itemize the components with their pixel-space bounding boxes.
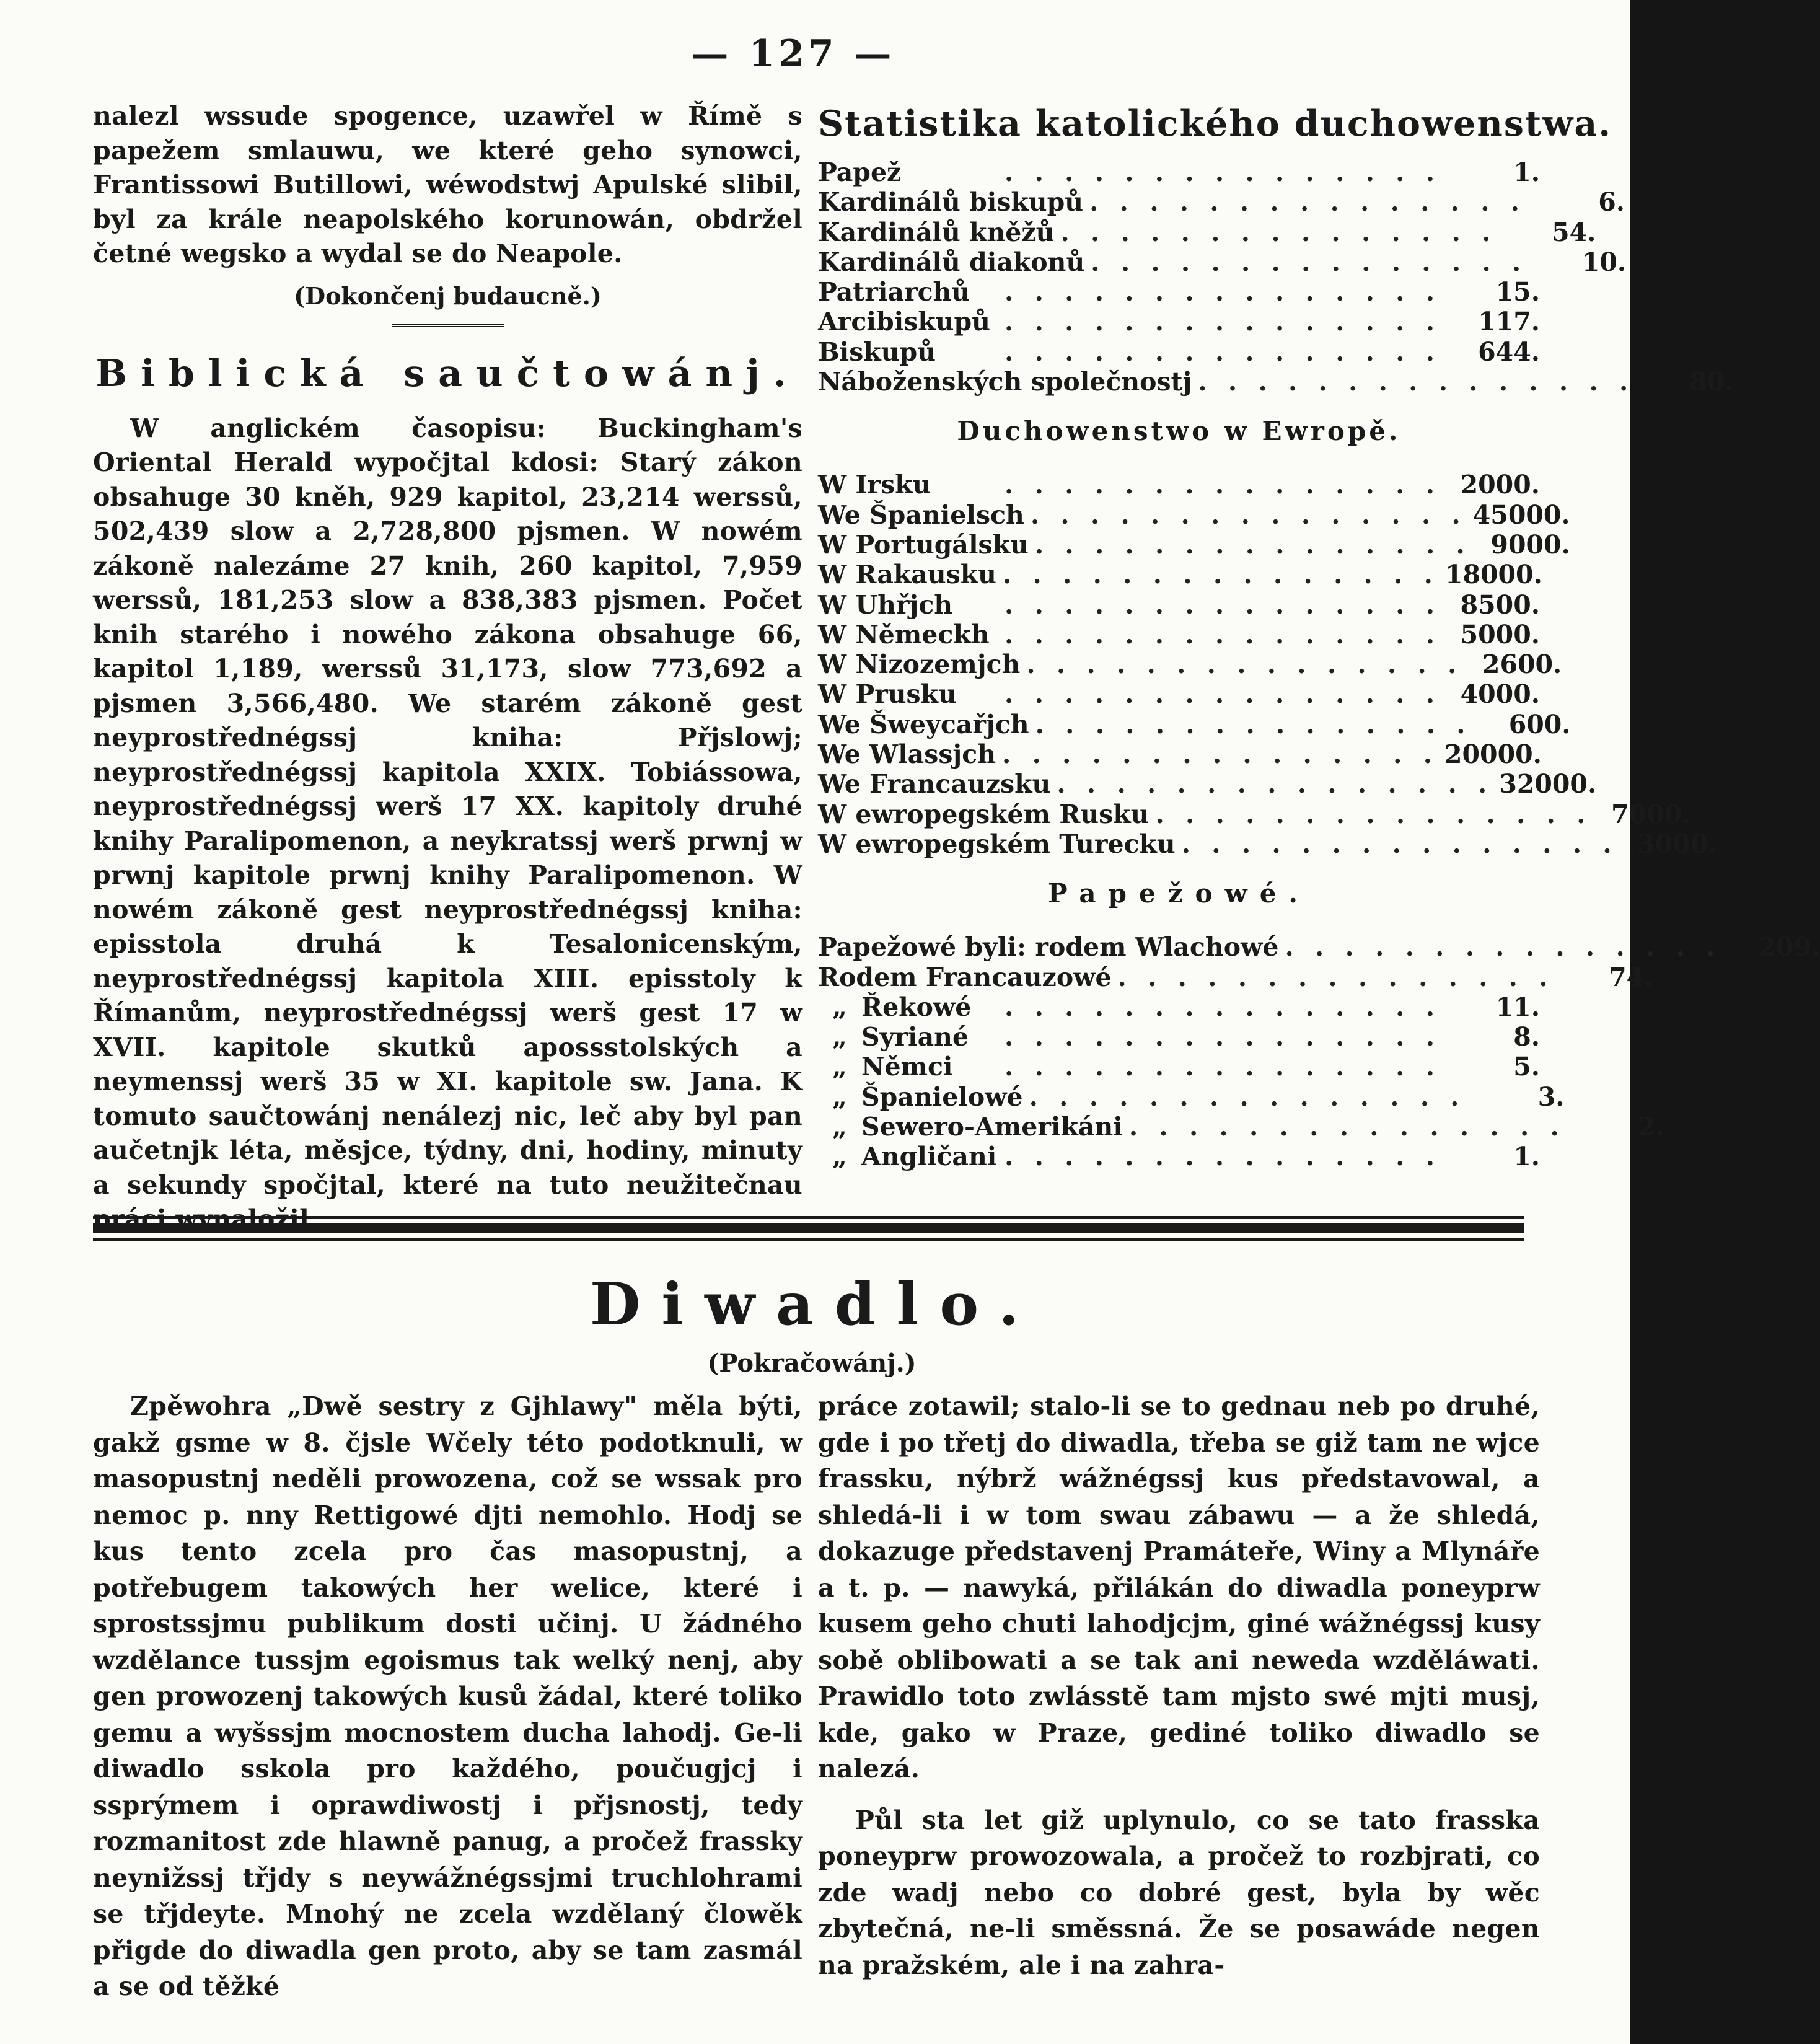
clergy-table — [818, 157, 1734, 397]
leader-dots: . . . . . . . . . . . . . . . — [1198, 367, 1635, 397]
page-number: — 127 — — [691, 32, 895, 76]
table-row — [818, 337, 1540, 367]
row-value: 2000. — [1460, 470, 1540, 500]
row-value: 7000. — [1611, 799, 1691, 829]
leader-dots: . . . . . . . . . . . . . . . — [1002, 739, 1438, 770]
row-value: 4000. — [1460, 679, 1540, 710]
table-row — [818, 470, 1540, 500]
leader-dots: . . . . . . . . . . . . . . . — [1002, 560, 1439, 590]
europe-table — [818, 470, 1717, 859]
leader-dots: . . . . . . . . . . . . . . . — [1005, 589, 1441, 620]
row-label: We Wlassjch — [818, 739, 996, 770]
row-value: 117. — [1478, 307, 1540, 337]
ditto-mark: „ — [832, 1112, 847, 1142]
right-column — [818, 99, 1820, 1172]
leader-dots: . . . . . . . . . . . . . . . — [1005, 679, 1441, 710]
row-value: 644. — [1478, 337, 1540, 367]
biblical-heading: Biblická saučtowánj. — [95, 351, 800, 395]
row-label: Španielowé — [861, 1081, 1023, 1112]
table-row — [818, 1052, 1540, 1081]
table-row — [818, 307, 1540, 337]
paragraph-gap — [818, 1787, 1540, 1802]
table-row — [818, 709, 1571, 739]
leader-dots: . . . . . . . . . . . . . . . — [1034, 529, 1471, 560]
row-label: We Španielsch — [818, 500, 1024, 530]
table-row — [818, 1081, 1565, 1112]
europe-heading: Duchowenstwo w Ewropě. — [957, 416, 1401, 447]
table-row — [818, 650, 1562, 680]
leader-dots: . . . . . . . . . . . . . . . — [1029, 1081, 1466, 1112]
theatre-right-column — [818, 1388, 1540, 1983]
leader-dots: . . . . . . . . . . . . . . . — [1181, 829, 1618, 859]
section-divider — [392, 324, 504, 328]
ditto-mark: „ — [832, 1022, 847, 1052]
row-label: Němci — [861, 1052, 953, 1082]
leader-dots: . . . . . . . . . . . . . . . — [1026, 650, 1463, 680]
row-value: 10. — [1581, 247, 1627, 277]
row-value: 15. — [1495, 277, 1540, 307]
row-label: W ewropegském Rusku — [818, 799, 1150, 829]
leader-dots: . . . . . . . . . . . . . . . — [1128, 1112, 1565, 1142]
row-label: We Francauzsku — [818, 769, 1051, 800]
table-row — [818, 620, 1540, 650]
leader-dots: . . . . . . . . . . . . . . . — [1005, 337, 1441, 367]
table-row — [818, 962, 1653, 992]
leader-dots: . . . . . . . . . . . . . . . — [1005, 619, 1441, 650]
table-row — [818, 769, 1597, 800]
row-label: Rodem Francauzowé — [818, 962, 1112, 992]
row-label: Papež — [818, 157, 902, 187]
popes-heading: Papežowé. — [1047, 878, 1311, 909]
row-label: Kardinálů kněžů — [818, 217, 1055, 247]
table-row — [818, 367, 1734, 397]
row-value: 11. — [1495, 992, 1540, 1022]
continuation-note: (Pokračowánj.) — [707, 1349, 917, 1378]
row-value: 20000. — [1444, 739, 1542, 770]
row-label: W ewropegském Turecku — [818, 829, 1176, 859]
leader-dots: . . . . . . . . . . . . . . . — [1005, 1052, 1441, 1082]
row-label: Patriarchů — [818, 277, 970, 307]
row-label: Kardinálů diakonů — [818, 247, 1085, 277]
row-value: 54. — [1552, 217, 1596, 247]
row-label: Náboženských společnostj — [818, 367, 1192, 397]
row-label: Kardinálů biskupů — [818, 187, 1084, 218]
section-rule — [93, 1216, 1524, 1242]
leader-dots: . . . . . . . . . . . . . . . — [1060, 217, 1497, 247]
left-column — [93, 99, 802, 1237]
row-label: W Nizozemjch — [818, 650, 1021, 680]
table-row — [818, 217, 1596, 247]
table-row — [818, 529, 1570, 560]
table-row — [818, 932, 1820, 963]
row-value: 209. — [1758, 932, 1820, 963]
theatre-paragraph: práce zotawil; stalo-li se to gednau neb po druhé, gde i po třetj do diwadla, třeba se giž tam ne wjce frassku, nýbrž wážnégssj kus představowal, a shledá-li i w tom swau zábawu — a že shledá, dokazuge představenj Pramáteře, Winy a Mlynáře a t. p. — nawyká, přilákán do diwadla poneyprw kusem geho chuti lahodjcjm, giné wážnégssj kusy sobě oblibowati a se tak ani neweda wzděláwati. Prawidlo toto zwlásstě tam mjsto swé mjti musj, kde, gako w Praze, gediné toliko diwadlo se nalezá. — [818, 1391, 1540, 1784]
leader-dots: . . . . . . . . . . . . . . . — [1005, 1142, 1441, 1172]
row-value: 600. — [1508, 709, 1571, 739]
table-row — [818, 590, 1540, 620]
table-row — [818, 187, 1625, 218]
table-row — [818, 992, 1540, 1022]
row-label: W Irsku — [818, 470, 931, 500]
row-value: 2600. — [1482, 650, 1562, 680]
row-value: 9000. — [1490, 529, 1570, 560]
row-label: W Portugálsku — [818, 529, 1029, 560]
row-label: Papežowé byli: rodem Wlachowé — [818, 932, 1279, 963]
row-value: 45000. — [1472, 500, 1570, 530]
row-value: 80. — [1689, 367, 1734, 397]
popes-table — [818, 932, 1820, 1172]
row-value: 8500. — [1460, 589, 1540, 620]
leader-dots: . . . . . . . . . . . . . . . — [1155, 799, 1592, 829]
table-row — [818, 1112, 1664, 1142]
leader-dots: . . . . . . . . . . . . . . . — [1005, 277, 1441, 307]
row-label: W Uhřjch — [818, 589, 953, 620]
row-label: Arcibiskupů — [818, 307, 990, 337]
table-row — [818, 500, 1570, 530]
table-row — [818, 679, 1540, 709]
biblical-paragraph: W anglickém časopisu: Buckingham's Oriental Herald wypočjtal kdosi: Starý zákon obsahuge 30 kněh, 929 kapitol, 23,214 werssů, 502,439 slow a 2,728,800 pjsmen. W nowém zákoně nalezáme 27 knih, 260 kapitol, 7,959 werssů, 181,253 slow a 838,383 pjsmen. Počet knih starého i nowého zákona obsahuge 66, kapitol 1,189, werssů 31,173, slow 773,692 a pjsmen 3,566,480. We starém zákoně gest neyprostřednégssj kniha: Přjslowj; neyprostřednégssj kapitola XXIX. Tobiássowa, neyprostřednégssj werš 17 XX. kapitoly druhé knihy Paralipomenon, a neykratssj werš prwnj w prwnj kapitole prwnj knihy Paralipomenon. W nowém zákoně gest neyprostřednégssj kniha: episstola druhá k Tesalonicenským, neyprostřednégssj kapitola XIII. episstoly k Římanům, neyprostřednégssj werš gest 17 w XVII. kapitole skutků apossstolských a neymenssj werš 35 w XI. kapitole sw. Jana. K tomuto saučtowánj nenálezj nic, leč aby byl pan aučetnjk léta, měsjce, týdny, dni, hodiny, minuty a sekundy spočjtal, které na tuto neužitečnau — [93, 413, 802, 1200]
ditto-mark: „ — [832, 1142, 847, 1172]
table-row — [818, 157, 1540, 187]
table-row — [818, 277, 1540, 307]
row-value: 32000. — [1499, 769, 1597, 800]
leader-dots: . . . . . . . . . . . . . . . — [1005, 992, 1441, 1022]
row-value: 1. — [1513, 157, 1540, 187]
row-label: W Německh — [818, 619, 990, 650]
leader-dots: . . . . . . . . . . . . . . . — [1285, 932, 1721, 963]
leader-dots: . . . . . . . . . . . . . . . — [1030, 500, 1467, 530]
row-value: 1. — [1513, 1142, 1540, 1172]
row-label: Angličani — [861, 1142, 997, 1172]
row-value: 74. — [1609, 962, 1653, 992]
row-value: 3. — [1537, 1081, 1565, 1112]
theatre-paragraph: Zpěwohra „Dwě sestry z Gjhlawy" měla býti, gakž gsme w 8. čjsle Wčely této podotknuli, w masopustnj neděli prowozena, což se wssak pro nemoc p. nny Rettigowé djti nemohlo. Hodj se kus tento zcela pro čas masopustnj, a potřebugem takowých her welice, které i sprostssjmu publikum dosti učinj. U žádného wzdělance tussjm egoismus tak welký nenj, aby gen prowozenj takowých kusů žádal, které toliko gemu a wyšssjm mocnostem ducha lahodj. Ge-li diwadlo sskola pro každého, poučugjcj i ssprýmem i oprawdiwostj i přjsnostj, tedy rozmanitost zde hlawně panug, a pročež frassky neynižssj třjdy s neywážnégssjmi truchlohrami se třjdeyte. Mnohý ne zcela wzdělaný člowěk přigde do diwadla gen proto, aby se tam zasmál a se od těžké — [93, 1391, 802, 2001]
row-value: 8. — [1513, 1022, 1540, 1052]
row-value: 5000. — [1460, 619, 1540, 650]
leader-dots: . . . . . . . . . . . . . . . — [1035, 709, 1472, 739]
theatre-title: Diwadlo. — [589, 1271, 1040, 1339]
table-row — [818, 560, 1540, 589]
leader-dots: . . . . . . . . . . . . . . . — [1089, 187, 1526, 218]
row-value: 3000. — [1637, 829, 1717, 859]
leader-dots: . . . . . . . . . . . . . . . — [1005, 1022, 1441, 1052]
continuation-note: (Dokončenj budaucně.) — [294, 281, 602, 310]
table-row — [818, 247, 1627, 277]
table-row — [818, 739, 1540, 769]
ditto-mark: „ — [832, 1052, 847, 1082]
row-value: 6. — [1598, 187, 1625, 218]
row-label: Syriané — [861, 1022, 969, 1052]
row-value: 5. — [1513, 1052, 1540, 1082]
intro-paragraph: nalezl wssude spogence, uzawřel w Římě s papežem smlauwu, we které geho synowci, Frantissowi Butillowi, wéwodstwj Apulské slibil, byl za krále neapolského korunowán, obdržel četné wegsko a wydal se do Neapole. — [93, 101, 802, 268]
leader-dots: . . . . . . . . . . . . . . . — [1091, 247, 1528, 277]
table-row — [818, 799, 1691, 829]
row-label: Biskupů — [818, 337, 936, 367]
leader-dots: . . . . . . . . . . . . . . . — [1005, 157, 1441, 187]
row-value: 2. — [1638, 1112, 1664, 1142]
theatre-paragraph: Půl sta let giž uplynulo, co se tato frasska poneyprw prowozowala, a pročež to rozbjrati, co zde wadj nebo co dobré gest, byla by wěc zbytečná, ne-li směssná. Že se posawáde negen na pražském, ale i na zahra- — [818, 1805, 1540, 1980]
table-row — [818, 1142, 1540, 1171]
statistics-title: Statistika katolického duchowenstwa. — [818, 103, 1612, 144]
leader-dots: . . . . . . . . . . . . . . . — [1005, 307, 1441, 337]
theatre-left-column — [93, 1388, 802, 2005]
row-label: W Prusku — [818, 679, 957, 710]
row-value: 18000. — [1444, 560, 1542, 590]
row-label: W Rakausku — [818, 560, 996, 590]
leader-dots: . . . . . . . . . . . . . . . — [1057, 769, 1493, 800]
leader-dots: . . . . . . . . . . . . . . . — [1117, 962, 1554, 992]
row-label: We Šweycařjch — [818, 709, 1029, 739]
ditto-mark: „ — [832, 992, 847, 1022]
row-label: Sewero-Amerikáni — [861, 1112, 1123, 1142]
table-row — [818, 1022, 1540, 1052]
ditto-mark: „ — [832, 1081, 847, 1112]
row-label: Řekowé — [861, 992, 972, 1022]
leader-dots: . . . . . . . . . . . . . . . — [1005, 470, 1441, 500]
table-row — [818, 829, 1717, 859]
